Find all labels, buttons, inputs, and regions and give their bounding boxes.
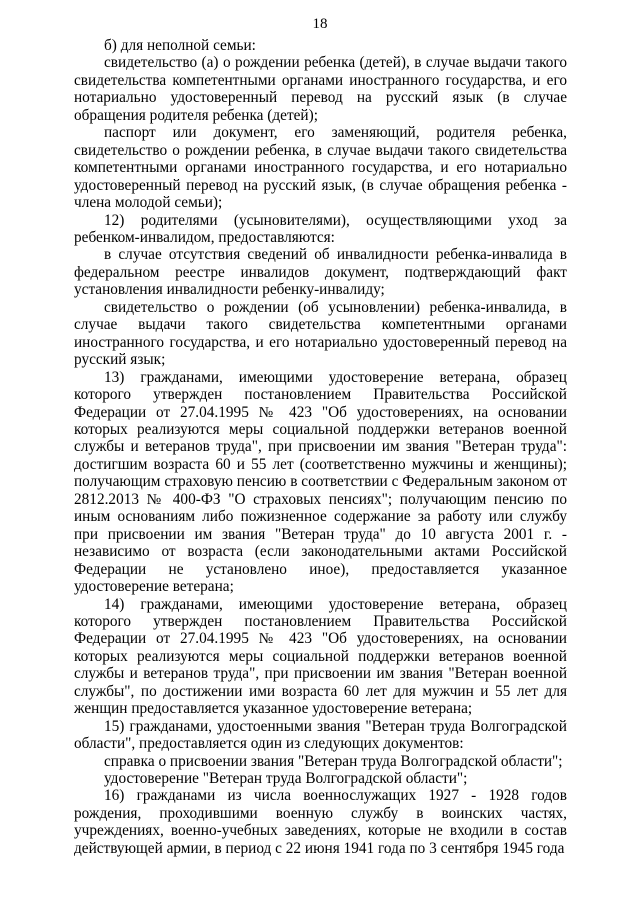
- paragraph-item-15: 15) гражданами, удостоенными звания "Ветеран труда Волгоградской области", предоставляется один из следующих документов:: [74, 717, 567, 753]
- paragraph-item-12: 12) родителями (усыновителями), осуществляющими уход за ребенком-инвалидом, предоставляются:: [74, 211, 567, 246]
- document-body: [74, 37, 567, 857]
- paragraph-item-14: 14) гражданами, имеющими удостоверение ветерана, образец которого утвержден постановлением Правительства Российской Федерации от 27.04.1995 № 423 "Об удостоверениях, на основании которых реализуются меры социальной поддержки ветеранов военной службы и ветеранов труда", при присвоении им звания "Ветеран военной службы", по достижении ими возраста 60 лет для мужчин и 55 лет для женщин предоставляется указанное удостоверение ветерана;: [74, 595, 567, 718]
- paragraph-veteran-id: удостоверение "Ветеран труда Волгоградской области";: [104, 770, 468, 788]
- paragraph-disabled-child-certificate: свидетельство о рождении (об усыновлении) ребенка-инвалида, в случае выдачи такого свидетельства компетентными органами иностранного государства, и его нотариально удостоверенный перевод на русский язык;: [74, 298, 567, 369]
- paragraph-birth-certificate: свидетельство (а) о рождении ребенка (детей), в случае выдачи такого свидетельства компетентными органами иностранного государства, и его нотариально удостоверенный перевод на русский язык (в случае обращения родителя ребенка (детей);: [74, 54, 567, 124]
- paragraph-disability-registry: в случае отсутствия сведений об инвалидности ребенка-инвалида в федеральном реестре инвалидов документ, подтверждающий факт установления инвалидности ребенку-инвалиду;: [74, 246, 567, 299]
- paragraph-item-13: 13) гражданами, имеющими удостоверение ветерана, образец которого утвержден постановлением Правительства Российской Федерации от 27.04.1995 № 423 "Об удостоверениях, на основании которых реализуются меры социальной поддержки ветеранов военной службы и ветеранов труда", при присвоении им звания "Ветеран труда": достигшим возраста 60 и 55 лет (соответственно мужчины и женщины); получающим страховую пенсию в соответствии с Федеральным законом от 2812.2013 № 400-ФЗ "О страховых пенсиях"; получающим пенсию по иным основаниям либо пожизненное содержание за работу или службу при присвоении им звания "Ветеран труда" до 10 августа 2001 г. - независимо от возраста (если законодательными актами Российской Федерации не установлено иное), предоставляется указанное удостоверение ветерана;: [74, 368, 567, 596]
- paragraph-incomplete-family-heading: б) для неполной семьи:: [104, 37, 256, 54]
- page-number: 18: [312, 16, 328, 32]
- paragraph-veteran-title-certificate: справка о присвоении звания "Ветеран труда Волгоградской области";: [104, 752, 563, 770]
- paragraph-item-16: 16) гражданами из числа военнослужащих 1927 - 1928 годов рождения, проходившими военную службу в воинских частях, учреждениях, военно-учебных заведениях, которые не входили в состав действующей армии, в период с 22 июня 1941 года по 3 сентября 1945 года: [74, 787, 567, 857]
- paragraph-passport: паспорт или документ, его заменяющий, родителя ребенка, свидетельство о рождении ребенка, в случае выдачи такого свидетельства компетентными органами иностранного государства, и его нотариально удостоверенный перевод на русский язык, (в случае обращения ребенка - члена молодой семьи);: [74, 124, 567, 212]
